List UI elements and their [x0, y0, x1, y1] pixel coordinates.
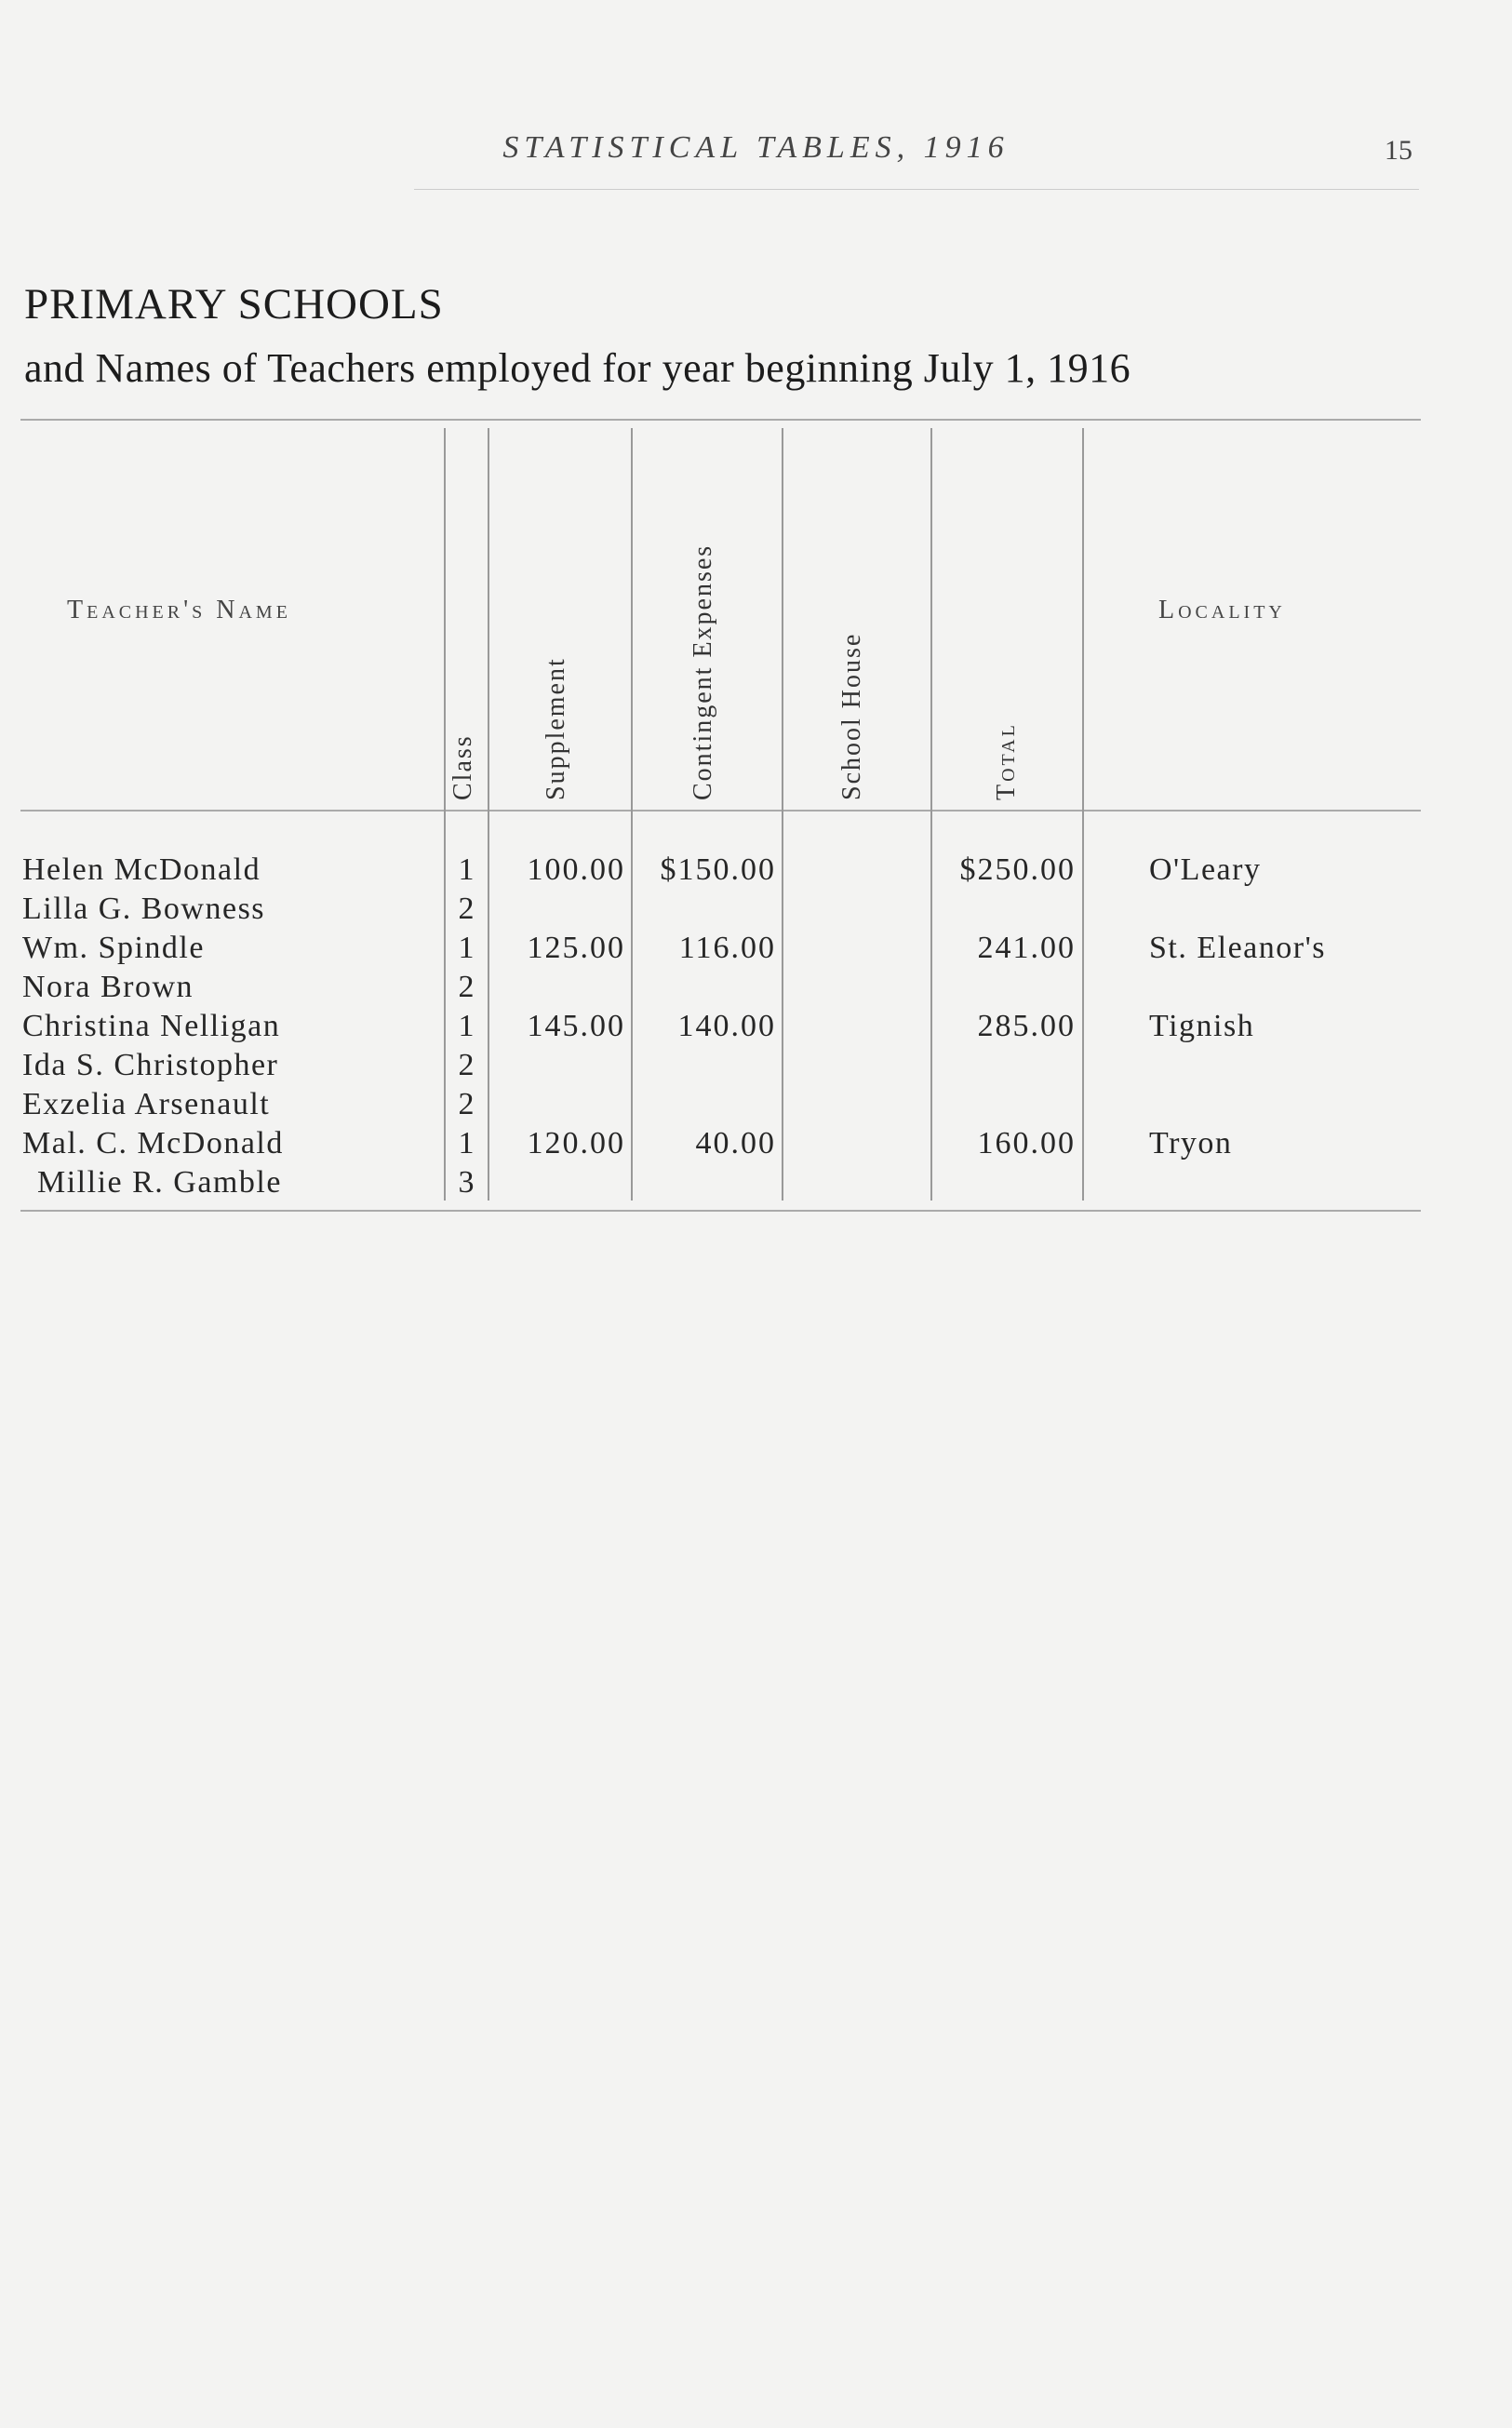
- teacher-name: Ida S. Christopher: [22, 1048, 279, 1082]
- column-header-school-house: School House: [837, 632, 866, 800]
- class-value: 2: [458, 892, 475, 926]
- locality-value: Tryon: [1149, 1126, 1233, 1160]
- total-value: $250.00: [959, 852, 1076, 887]
- class-value: 1: [458, 852, 475, 887]
- column-header-teacher-name: Teacher's Name: [67, 596, 291, 624]
- column-divider: [1082, 428, 1084, 1201]
- supplement-value: 145.00: [527, 1009, 625, 1043]
- locality-value: Tignish: [1149, 1009, 1255, 1043]
- class-value: 1: [458, 931, 475, 965]
- column-header-supplement: Supplement: [542, 657, 570, 800]
- teacher-name: Exzelia Arsenault: [22, 1087, 271, 1121]
- teacher-name: Lilla G. Bowness: [22, 892, 266, 926]
- contingent-value: 116.00: [678, 931, 776, 965]
- class-value: 3: [458, 1165, 475, 1200]
- column-divider: [930, 428, 932, 1201]
- teacher-name: Helen McDonald: [22, 852, 261, 887]
- locality-value: O'Leary: [1149, 852, 1262, 887]
- contingent-value: 40.00: [695, 1126, 776, 1160]
- column-header-locality: Locality: [1158, 596, 1286, 624]
- contingent-value: 140.00: [677, 1009, 776, 1043]
- class-value: 1: [458, 1126, 475, 1160]
- column-header-total: Total: [992, 722, 1021, 800]
- class-value: 2: [458, 970, 475, 1004]
- teacher-name: Millie R. Gamble: [37, 1165, 282, 1200]
- column-header-class: Class: [448, 734, 477, 800]
- teacher-name: Nora Brown: [22, 970, 194, 1004]
- teacher-name: Wm. Spindle: [22, 931, 205, 965]
- locality-value: St. Eleanor's: [1149, 931, 1326, 965]
- total-value: 160.00: [977, 1126, 1076, 1160]
- total-value: 241.00: [977, 931, 1076, 965]
- table-top-rule: [20, 419, 1421, 421]
- column-divider: [488, 428, 489, 1201]
- page-subtitle: and Names of Teachers employed for year beginning July 1, 1916: [24, 345, 1131, 391]
- supplement-value: 100.00: [527, 852, 625, 887]
- supplement-value: 120.00: [527, 1126, 625, 1160]
- table-header-rule: [20, 810, 1421, 812]
- total-value: 285.00: [977, 1009, 1076, 1043]
- supplement-value: 125.00: [527, 931, 625, 965]
- class-value: 2: [458, 1048, 475, 1082]
- running-head: STATISTICAL TABLES, 1916: [502, 130, 1010, 165]
- column-header-contingent-expenses: Contingent Expenses: [689, 543, 717, 800]
- column-divider: [444, 428, 446, 1201]
- contingent-value: $150.00: [660, 852, 776, 887]
- teacher-name: Christina Nelligan: [22, 1009, 281, 1043]
- class-value: 2: [458, 1087, 475, 1121]
- table-bottom-rule: [20, 1210, 1421, 1212]
- teacher-name: Mal. C. McDonald: [22, 1126, 284, 1160]
- page-number: 15: [1385, 135, 1412, 166]
- column-divider: [782, 428, 783, 1201]
- class-value: 1: [458, 1009, 475, 1043]
- column-divider: [631, 428, 633, 1201]
- page-title: PRIMARY SCHOOLS: [24, 280, 444, 329]
